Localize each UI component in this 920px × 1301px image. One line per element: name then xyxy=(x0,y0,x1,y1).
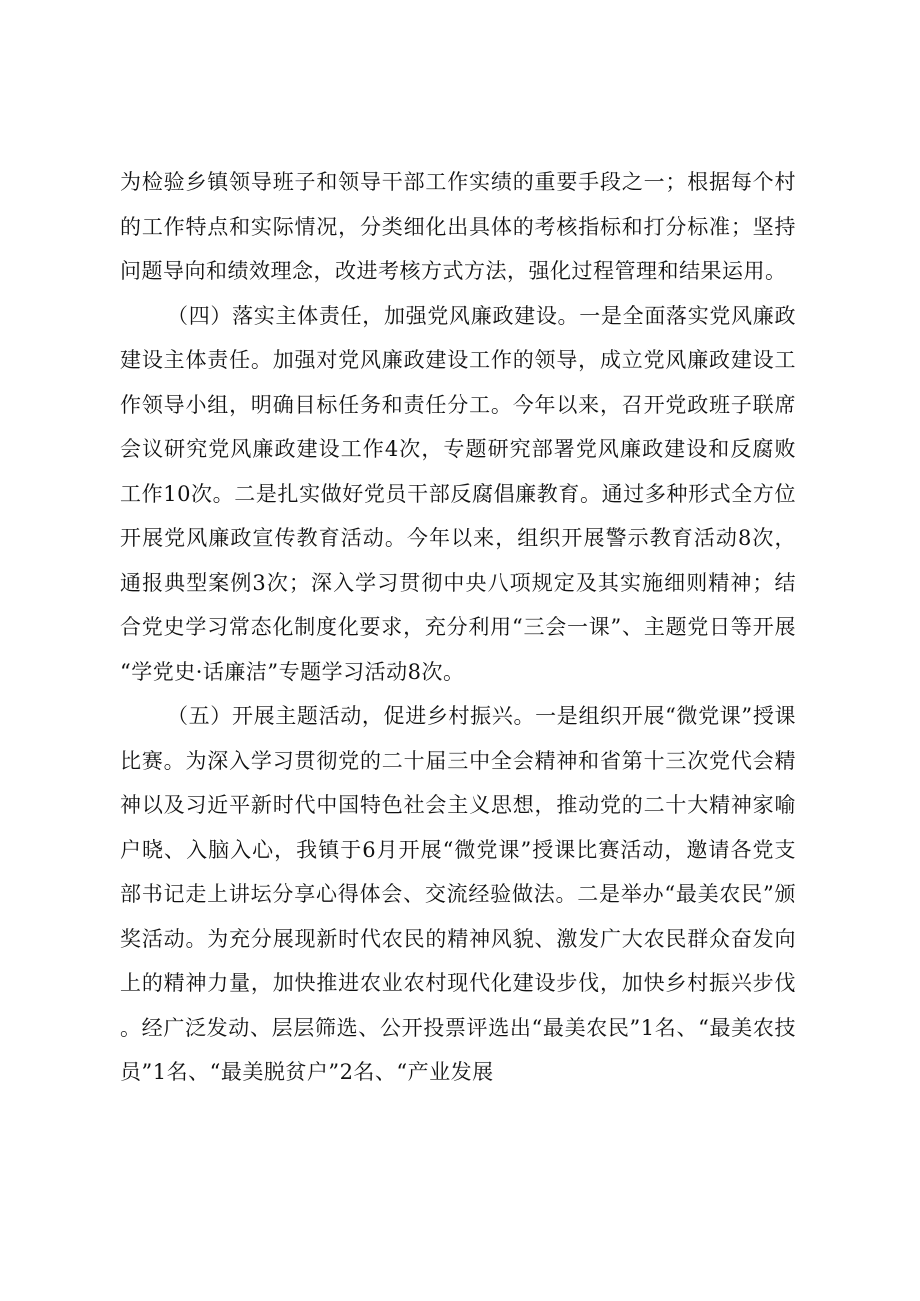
paragraph-section-five-activities: （五）开展主题活动，促进乡村振兴。一是组织开展“微党课”授课比赛。为深入学习贯彻党的二十届三中全会精神和省第十三次党代会精神以及习近平新时代中国特色社会主义思想，推动党的二十大精神家喻户晓、入脑入心，我镇于6月开展“微党课”授课比赛活动，邀请各党支部书记走上讲坛分享心得体会、交流经验做法。二是举办“最美农民”颁奖活动。为充分展现新时代农民的精神风貌、激发广大农民群众奋发向上的精神力量，加快推进农业农村现代化建设步伐，加快乡村振兴步伐。经广泛发动、层层筛选、公开投票评选出“最美农民”1名、“最美农技员”1名、“最美脱贫户”2名、“产业发展 xyxy=(120,704,796,1084)
paragraph-assessment-continued: 为检验乡镇领导班子和领导干部工作实绩的重要手段之一；根据每个村的工作特点和实际情况，分类细化出具体的考核指标和打分标准；坚持问题导向和绩效理念，改进考核方式方法，强化过程管理和结果运用。 xyxy=(120,170,796,283)
document-body xyxy=(120,160,796,1095)
paragraph-section-four-integrity: （四）落实主体责任，加强党风廉政建设。一是全面落实党风廉政建设主体责任。加强对党风廉政建设工作的领导，成立党风廉政建设工作领导小组，明确目标任务和责任分工。今年以来，召开党政班子联席会议研究党风廉政建设工作4次，专题研究部署党风廉政建设和反腐败工作10次。二是扎实做好党员干部反腐倡廉教育。通过多种形式全方位开展党风廉政宣传教育活动。今年以来，组织开展警示教育活动8次，通报典型案例3次；深入学习贯彻中央八项规定及其实施细则精神；结合党史学习常态化制度化要求，充分利用“三会一课”、主题党日等开展“学党史·话廉洁”专题学习活动8次。 xyxy=(120,303,796,684)
